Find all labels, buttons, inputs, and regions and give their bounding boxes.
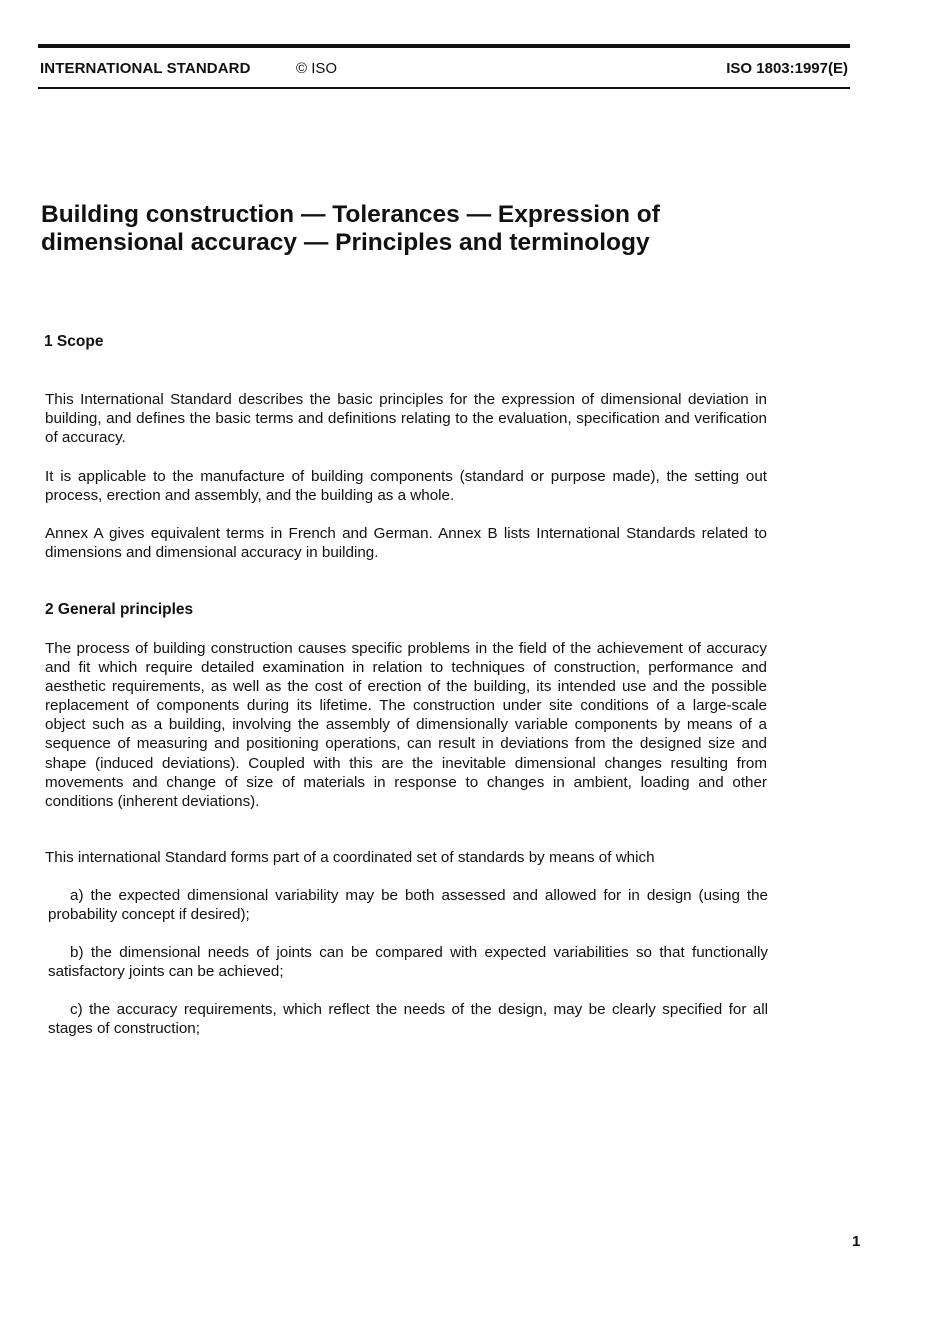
section-1-heading: 1 Scope	[44, 333, 104, 350]
page-number: 1	[852, 1233, 861, 1250]
header-top-rule	[38, 44, 850, 48]
header-standard-type: INTERNATIONAL STANDARD	[40, 60, 251, 77]
section-2-heading: 2 General principles	[45, 601, 194, 618]
document-title	[41, 201, 821, 257]
principles-paragraph-2: This international Standard forms part of a coordinated set of standards by means of which	[45, 849, 655, 866]
list-item-c: c) the accuracy requirements, which reflect the needs of the design, may be clearly specified for all stages of construction;	[48, 1001, 768, 1038]
title-line-2: dimensional accuracy — Principles and terminology	[41, 229, 650, 256]
principles-paragraph-1: The process of building construction causes specific problems in the field of the achievement of accuracy and fit which require detailed examination in relation to techniques of construction, performance and aesthetic requirements, as well as the cost of erection of the building, its intended use and the possible replacement of components during its lifetime. The construction under site conditions of a large-scale object such as a building, involving the assembly of dimensionally variable components by means of a sequence of measuring and positioning operations, can result in deviations from the designed size and shape (induced deviations). Coupled with this are the inevitable dimensional changes resulting from movements and change of size of materials in response to changes in ambient, loading and other conditions (inherent deviations).	[45, 640, 767, 810]
header-copyright: © ISO	[296, 60, 338, 77]
scope-paragraph-2: It is applicable to the manufacture of building components (standard or purpose made), the setting out process, erection and assembly, and the building as a whole.	[45, 468, 767, 505]
list-item-b: b) the dimensional needs of joints can be compared with expected variabilities so that functionally satisfactory joints can be achieved;	[48, 944, 768, 981]
list-item-a: a) the expected dimensional variability may be both assessed and allowed for in design (using the probability concept if desired);	[48, 887, 768, 924]
header-document-number: ISO 1803:1997(E)	[726, 60, 848, 77]
page-header	[38, 44, 850, 90]
title-line-1: Building construction — Tolerances — Expression of	[41, 201, 660, 228]
scope-paragraph-1: This International Standard describes the basic principles for the expression of dimensional deviation in building, and defines the basic terms and definitions relating to the evaluation, specification and verification of accuracy.	[45, 391, 767, 447]
scope-paragraph-3: Annex A gives equivalent terms in French and German. Annex B lists International Standards related to dimensions and dimensional accuracy in building.	[45, 525, 767, 562]
header-bottom-rule	[38, 87, 850, 89]
